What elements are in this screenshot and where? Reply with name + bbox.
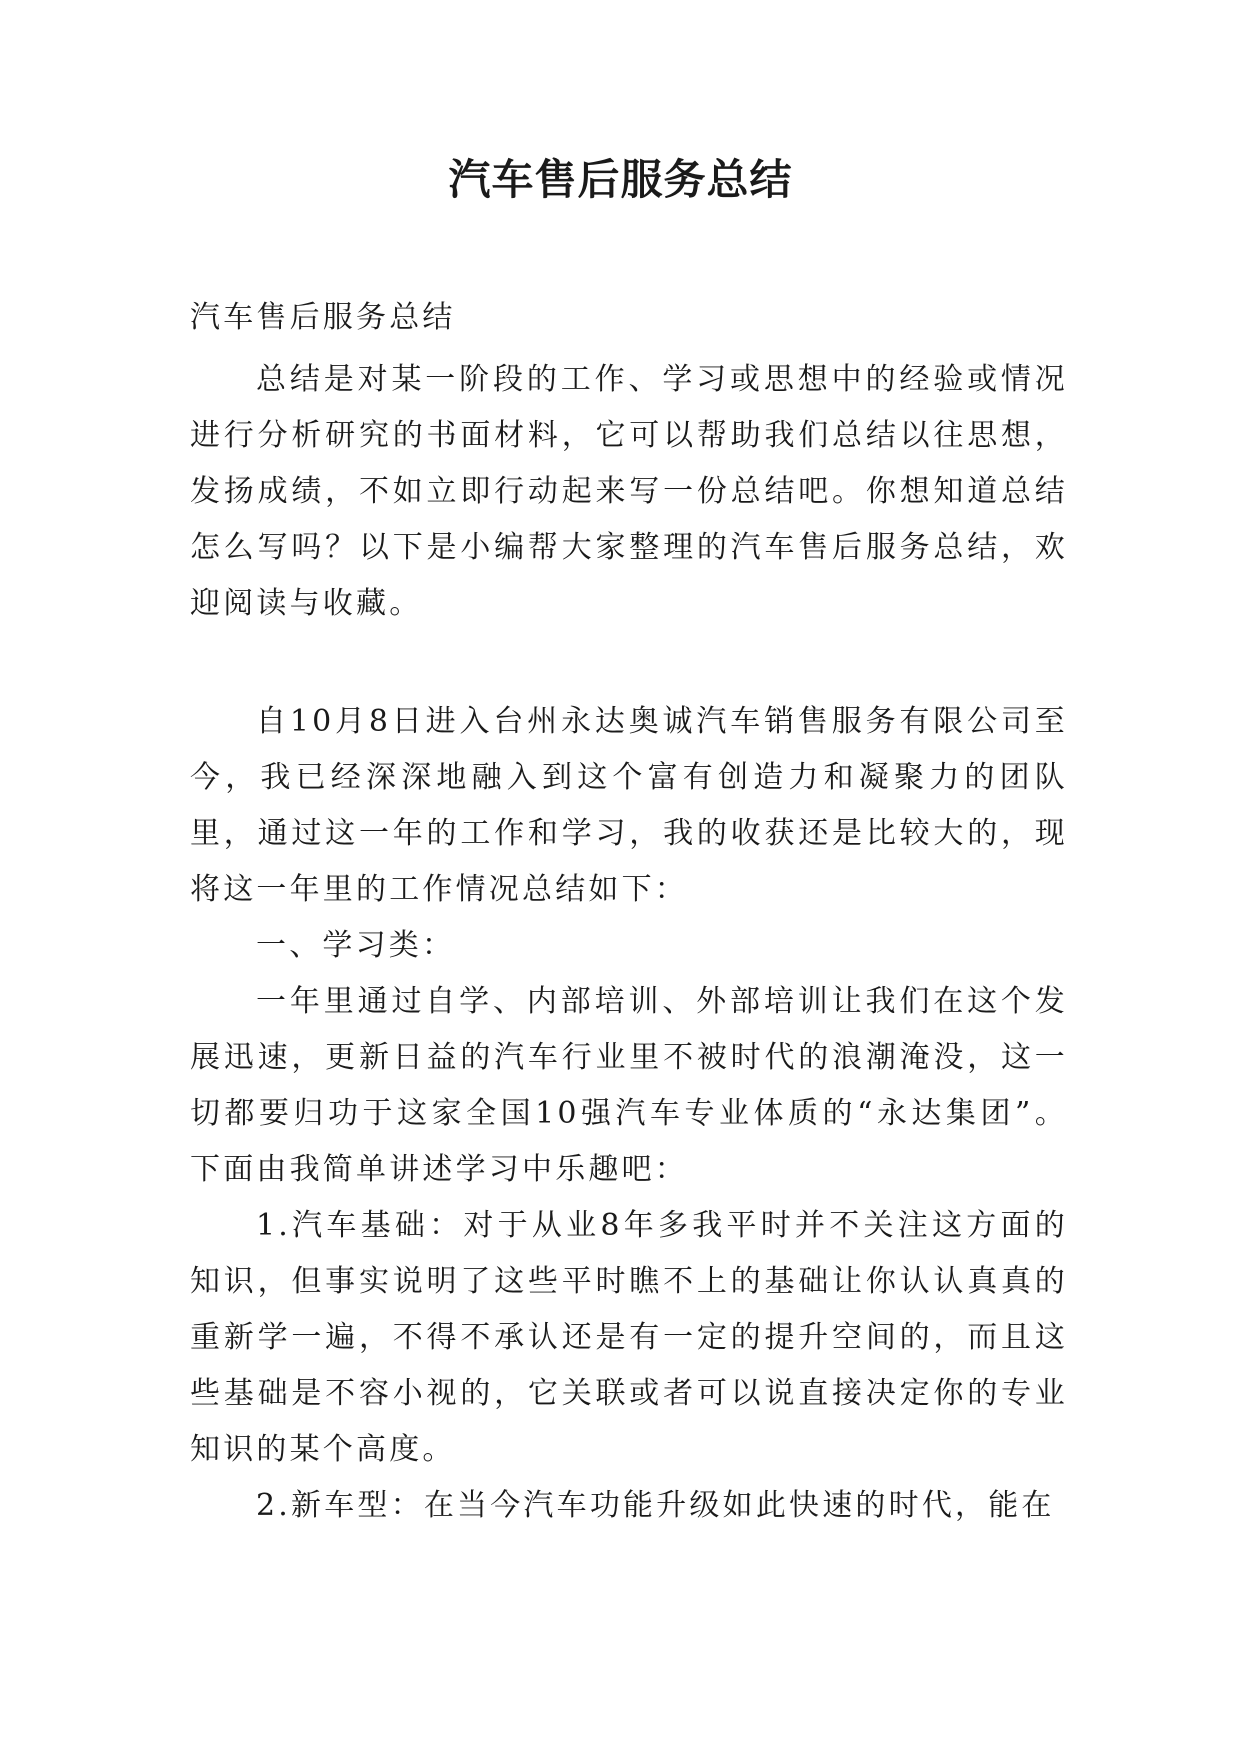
body-paragraph: 自10月8日进入台州永达奥诚汽车销售服务有限公司至今，我已经深深地融入到这个富有创造力和凝聚力的团队里，通过这一年的工作和学习，我的收获还是比较大的，现将这一年里的工作情况总结如下： <box>190 704 1068 907</box>
list-item: 2.新车型：在当今汽车功能升级如此快速的时代，能在 <box>256 1488 1055 1523</box>
document-subtitle: 汽车售后服务总结 <box>190 300 456 335</box>
document-title: 汽车售后服务总结 <box>448 155 793 204</box>
body-paragraph: 一年里通过自学、内部培训、外部培训让我们在这个发展迅速，更新日益的汽车行业里不被时代的浪潮淹没，这一切都要归功于这家全国10强汽车专业体质的“永达集团”。下面由我简单讲述学习中乐趣吧： <box>190 984 1068 1187</box>
section-heading: 一、学习类： <box>256 928 456 963</box>
document-body <box>190 290 1068 1534</box>
list-item: 1.汽车基础：对于从业8年多我平时并不关注这方面的知识，但事实说明了这些平时瞧不上的基础让你认认真真的重新学一遍，不得不承认还是有一定的提升空间的，而且这些基础是不容小视的，它关联或者可以说直接决定你的专业知识的某个高度。 <box>190 1208 1068 1467</box>
intro-paragraph: 总结是对某一阶段的工作、学习或思想中的经验或情况进行分析研究的书面材料，它可以帮助我们总结以往思想，发扬成绩，不如立即行动起来写一份总结吧。你想知道总结怎么写吗？以下是小编帮大家整理的汽车售后服务总结，欢迎阅读与收藏。 <box>190 362 1068 621</box>
paragraph-gap <box>190 632 1068 688</box>
